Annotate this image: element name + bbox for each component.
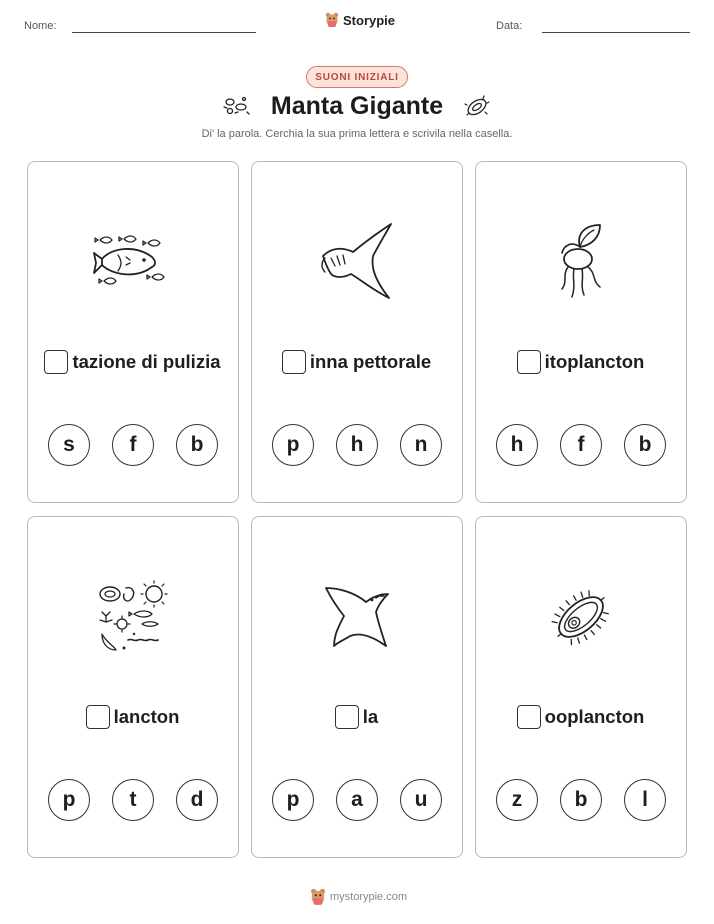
name-line[interactable] <box>72 32 256 33</box>
word-ending: tazione di pulizia <box>72 351 221 372</box>
word-ending: inna pettorale <box>309 351 432 372</box>
card-picture <box>476 212 685 312</box>
letter-option[interactable]: f <box>560 424 602 466</box>
bear-mascot-icon <box>310 888 326 906</box>
letter-options <box>496 779 666 821</box>
answer-box[interactable] <box>86 705 110 729</box>
word-row <box>476 705 685 729</box>
letter-option[interactable]: h <box>496 424 538 466</box>
word-ending: la <box>362 706 379 727</box>
card-picture <box>28 212 237 312</box>
plankton-icon <box>98 582 168 652</box>
word-card-4 <box>27 516 239 858</box>
card-picture <box>252 567 461 667</box>
fish-school-icon <box>96 235 170 289</box>
answer-box[interactable] <box>335 705 359 729</box>
word-ending: itoplancton <box>544 351 645 372</box>
letter-option[interactable]: n <box>400 424 442 466</box>
footer-url[interactable]: mystorypie.com <box>330 891 408 903</box>
letter-option[interactable]: f <box>112 424 154 466</box>
letter-option[interactable]: z <box>496 779 538 821</box>
word-ending: lancton <box>113 706 180 727</box>
bear-mascot-icon <box>325 12 339 28</box>
word-row <box>28 705 237 729</box>
name-label: Nome: <box>24 20 57 32</box>
letter-options <box>496 424 666 466</box>
brand-name: Storypie <box>343 12 396 28</box>
letter-options <box>272 424 442 466</box>
ray-icon <box>324 586 390 648</box>
phytoplankton-icon <box>556 223 606 301</box>
letter-option[interactable]: t <box>112 779 154 821</box>
microbe-icon <box>464 95 490 119</box>
footer <box>310 888 407 906</box>
word-row <box>28 350 237 374</box>
instructions: Di' la parola. Cerchia la sua prima lettera e scrivila nella casella. <box>201 128 513 140</box>
letter-option[interactable]: d <box>176 779 218 821</box>
word-card-2 <box>251 161 463 503</box>
letter-option[interactable]: p <box>272 424 314 466</box>
letter-option[interactable]: a <box>336 779 378 821</box>
letter-option[interactable]: p <box>272 779 314 821</box>
letter-option[interactable]: u <box>400 779 442 821</box>
word-ending: ooplancton <box>544 706 645 727</box>
zooplankton-icon <box>550 586 612 648</box>
letter-option[interactable]: b <box>560 779 602 821</box>
letter-options <box>48 424 218 466</box>
letter-options <box>48 779 218 821</box>
answer-box[interactable] <box>44 350 68 374</box>
topic-badge: SUONI INIZIALI <box>306 66 408 88</box>
word-row <box>476 350 685 374</box>
letter-option[interactable]: b <box>176 424 218 466</box>
card-picture <box>28 567 237 667</box>
date-line[interactable] <box>542 32 690 33</box>
letter-option[interactable]: h <box>336 424 378 466</box>
word-card-3 <box>475 161 687 503</box>
letter-options <box>272 779 442 821</box>
letter-option[interactable]: s <box>48 424 90 466</box>
letter-option[interactable]: l <box>624 779 666 821</box>
date-label: Data: <box>496 20 523 32</box>
letter-option[interactable]: p <box>48 779 90 821</box>
word-row <box>252 350 461 374</box>
answer-box[interactable] <box>517 705 541 729</box>
word-card-6 <box>475 516 687 858</box>
card-picture <box>476 567 685 667</box>
word-row <box>252 705 461 729</box>
word-card-5 <box>251 516 463 858</box>
letter-option[interactable]: b <box>624 424 666 466</box>
answer-box[interactable] <box>282 350 306 374</box>
word-card-1 <box>27 161 239 503</box>
page-title: Manta Gigante <box>270 92 444 120</box>
manta-ray-icon <box>321 222 393 302</box>
brand-logo <box>325 12 395 28</box>
answer-box[interactable] <box>517 350 541 374</box>
card-picture <box>252 212 461 312</box>
